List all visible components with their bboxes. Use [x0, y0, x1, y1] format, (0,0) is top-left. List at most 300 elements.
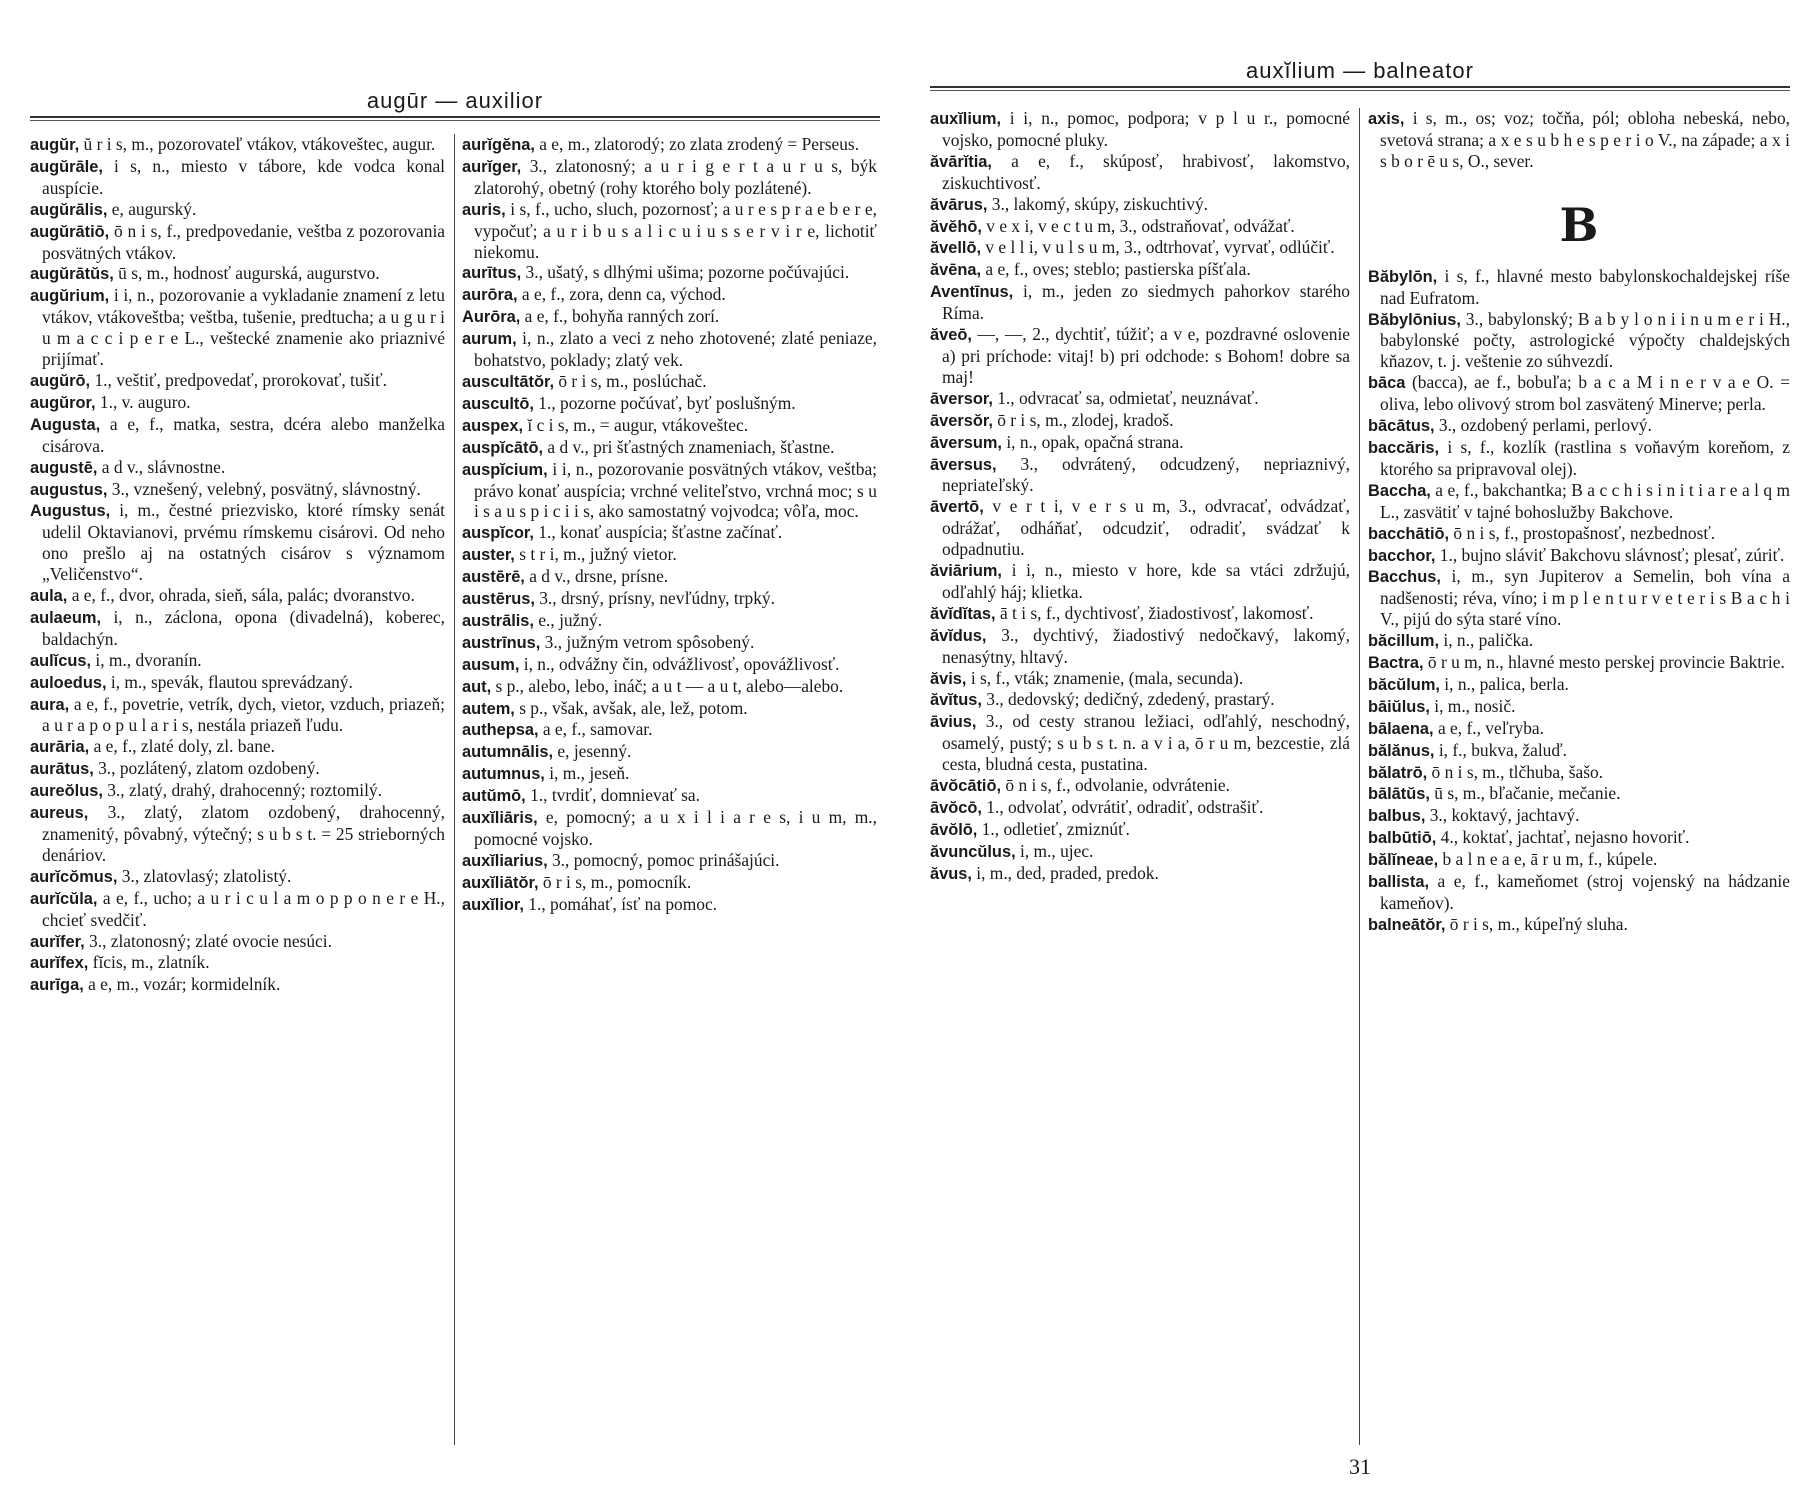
entry-definition: ō n i s, f., prostopašnosť, nezbednosť.: [1449, 522, 1716, 543]
dictionary-entry: [930, 797, 1350, 819]
entry-headword: aula,: [30, 587, 68, 606]
entry-definition: e, augurský.: [107, 198, 197, 219]
dictionary-entry: [30, 392, 445, 414]
entry-headword: āversor,: [930, 389, 993, 408]
dictionary-entry: [1368, 108, 1790, 172]
entry-definition: a e, f., veľryba.: [1433, 717, 1544, 738]
entry-headword: āversŏr,: [930, 411, 993, 430]
entry-definition: 3., zlatonosný; zlaté ovocie nesúci.: [84, 930, 332, 951]
dictionary-entry: [462, 741, 877, 763]
entry-headword: aurōra,: [462, 286, 518, 305]
dictionary-entry: [930, 668, 1350, 690]
dictionary-entry: [30, 479, 445, 501]
entry-headword: aurīga,: [30, 976, 84, 995]
entry-headword: aurĭfer,: [30, 932, 85, 951]
entry-definition: ū s, m., hodnosť augurská, augurstvo.: [113, 263, 380, 284]
entry-definition: s t r i, m., južný vietor.: [514, 544, 677, 565]
entry-headword: ăvus,: [930, 864, 972, 883]
entry-definition: 3., od cesty stranou ležiaci, odľahlý, neschodný, osamelý, pustý; s u b s t. n. a v i a, ō r u m, bezcestie, zlá cesta, bludná cesta, pustatina.: [942, 711, 1350, 775]
entry-definition: v e r t i, v e r s u m, 3., odvracať, odvádzať, odrážať, odháňať, odcudziť, odradiť, svádzať k odpadnutiu.: [942, 496, 1350, 560]
dictionary-entry: [30, 952, 445, 974]
entry-definition: a e, f., kameňomet (stroj vojenský na hádzanie kameňov).: [1380, 871, 1790, 913]
entry-definition: 1., bujno sláviť Bakchovu slávnosť; plesať, zúriť.: [1435, 544, 1785, 565]
entry-headword: Aurōra,: [462, 308, 521, 327]
dictionary-entry: [1368, 437, 1790, 480]
dictionary-entry: [30, 931, 445, 953]
entry-definition: 3., babylonský; B a b y l o n i i n u m e r i H., babylonské počty, astrologické výpočty chaldejských kňazov, t. j. veštenie zo súhvezdí.: [1380, 308, 1790, 372]
column-divider: [1359, 108, 1360, 1445]
dictionary-entry: [30, 199, 445, 221]
entry-headword: augustē,: [30, 458, 98, 477]
header-rule-thin: [930, 90, 1790, 91]
dictionary-entry: [930, 689, 1350, 711]
entry-headword: augŭrāle,: [30, 157, 103, 176]
entry-headword: augŭrium,: [30, 287, 110, 306]
dictionary-entry: [930, 194, 1350, 216]
entry-headword: auspĭcor,: [462, 524, 534, 543]
entry-definition: a e, m., zlatorodý; zo zlata zrodený = Perseus.: [534, 134, 860, 154]
dictionary-entry: [930, 603, 1350, 625]
entry-headword: auxĭlior,: [462, 895, 524, 914]
entry-headword: ăveō,: [930, 326, 972, 345]
entry-definition: 4., koktať, jachtať, nejasno hovoriť.: [1436, 827, 1690, 848]
entry-headword: aut,: [462, 677, 492, 696]
dictionary-entry: [930, 281, 1350, 324]
dictionary-entry: [462, 522, 877, 544]
dictionary-entry: [462, 437, 877, 459]
dictionary-entry: [1368, 545, 1790, 567]
entry-definition: 3., zlatý, zlatom ozdobený, drahocenný, znamenitý, pôvabný, výtečný; s u b s t. = 25 strieborných denáriov.: [42, 802, 445, 865]
entry-definition: a e, f., zlaté doly, zl. bane.: [89, 736, 275, 757]
entry-headword: ăvārus,: [930, 195, 988, 214]
entry-definition: (bacca), ae f., bobuľa; b a c a M i n e r v a e O. = oliva, lebo olivový strom bol zasvätený Minerve; perla.: [1380, 372, 1790, 415]
entry-headword: axis,: [1368, 110, 1405, 128]
entry-headword: aurātus,: [30, 760, 94, 779]
dictionary-entry: [930, 625, 1350, 668]
entry-headword: Aventīnus,: [930, 283, 1014, 302]
entry-definition: i i, n., pomoc, podpora; v p l u r., pomocné vojsko, pomocné pluky.: [942, 108, 1350, 150]
dictionary-entry: [30, 285, 445, 370]
dictionary-entry: [462, 371, 877, 393]
entry-definition: ŭ r i s, m., pozorovateľ vtákov, vtákoveštec, augur.: [79, 134, 436, 154]
entry-definition: i, n., palička.: [1439, 630, 1534, 651]
entry-definition: ō n i s, m., tlčhuba, šašo.: [1427, 761, 1604, 782]
entry-headword: aurum,: [462, 330, 517, 349]
dictionary-entry: [1368, 309, 1790, 373]
entry-headword: ăvis,: [930, 669, 967, 688]
entry-headword: auster,: [462, 546, 515, 565]
dictionary-entry: [30, 370, 445, 392]
entry-headword: auspĭcātō,: [462, 438, 544, 457]
dictionary-entry: [930, 819, 1350, 841]
dictionary-entry: [462, 544, 877, 566]
entry-headword: augustus,: [30, 480, 108, 499]
entry-definition: ō n i s, f., predpovedanie, veštba z pozorovania posvätných vtákov.: [42, 220, 445, 263]
entry-headword: ăvĕhō,: [930, 217, 982, 236]
dictionary-entry: [462, 676, 877, 698]
entry-headword: ăvuncŭlus,: [930, 842, 1016, 861]
entry-headword: āvŏcō,: [930, 799, 982, 817]
entry-headword: bāiŭlus,: [1368, 697, 1430, 716]
entry-headword: austrīnus,: [462, 633, 541, 652]
entry-headword: aurĭcŏmus,: [30, 867, 118, 886]
entry-headword: ausum,: [462, 655, 520, 674]
entry-definition: ō r i s, m., kúpeľný sluha.: [1445, 913, 1628, 934]
entry-headword: bācātus,: [1368, 417, 1435, 436]
dictionary-entry: [1368, 871, 1790, 914]
entry-definition: a e, m., vozár; kormidelník.: [83, 974, 281, 995]
entry-headword: autumnus,: [462, 765, 545, 784]
dictionary-entry: [462, 654, 877, 676]
dictionary-entry: [1368, 783, 1790, 805]
entry-headword: ăvĭtus,: [930, 691, 982, 710]
left-column-1: [30, 134, 445, 1460]
entry-definition: 3., dedovský; dedičný, zdedený, prastarý.: [981, 689, 1275, 710]
entry-definition: 3., dychtivý, žiadostivý nedočkavý, lakomý, nenasýtny, hltavý.: [942, 624, 1350, 667]
dictionary-entry: [1368, 652, 1790, 674]
entry-definition: a e, f., ucho; a u r i c u l a m o p p o n e r e H., chcieť svedčiť.: [42, 887, 445, 930]
entry-definition: 1., v. auguro.: [95, 391, 191, 412]
entry-headword: auspex,: [462, 416, 524, 435]
entry-definition: i, m., ded, praded, predok.: [971, 862, 1159, 883]
entry-definition: a d v., slávnostne.: [97, 456, 226, 477]
entry-headword: bacchor,: [1368, 546, 1436, 565]
entry-definition: ō r i s, m., pomocník.: [538, 871, 692, 892]
entry-headword: Bacchus,: [1368, 568, 1441, 587]
dictionary-entry: [1368, 372, 1790, 415]
entry-definition: i, m., dvoranín.: [91, 649, 202, 670]
entry-headword: Baccha,: [1368, 481, 1431, 500]
entry-headword: aurāria,: [30, 738, 90, 757]
entry-headword: augŭrātŭs,: [30, 265, 114, 284]
entry-definition: i, m., spevák, flautou sprevádzaný.: [106, 671, 353, 692]
entry-headword: bacchātiō,: [1368, 524, 1450, 543]
dictionary-entry: [930, 151, 1350, 194]
entry-definition: i, n., zlato a veci z neho zhotovené; zlaté peniaze, bohatstvo, poklady; zlatý vek.: [474, 328, 877, 371]
entry-definition: 3., odvrátený, odcudzený, nepriaznivý, nepriateľský.: [942, 453, 1350, 496]
entry-definition: 3., ozdobený perlami, perlový.: [1434, 415, 1652, 436]
dictionary-entry: [30, 802, 445, 866]
dictionary-entry: [30, 414, 445, 457]
dictionary-entry: [1368, 630, 1790, 652]
entry-headword: autem,: [462, 699, 515, 718]
entry-headword: āvŏlō,: [930, 820, 978, 839]
header-rule-thin: [30, 120, 880, 121]
entry-definition: i i, n., pozorovanie a vykladanie znamení z letu vtákov, vtákoveštba; veštba, tušenie, predtucha; a u g u r i u m a c c i p e r e L., veštecké znamenie ako priaznivé prijímať.: [42, 285, 445, 370]
entry-definition: i, f., bukva, žaluď.: [1434, 739, 1567, 760]
entry-headword: ăvĭdĭtas,: [930, 604, 996, 623]
entry-definition: i, m., nosič.: [1429, 695, 1516, 716]
entry-definition: i, n., odvážny čin, odvážlivosť, opovážlivosť.: [519, 653, 840, 674]
dictionary-entry: [1368, 415, 1790, 437]
entry-headword: ballista,: [1368, 873, 1430, 892]
entry-headword: Băbylōnius,: [1368, 310, 1461, 329]
entry-definition: 1., veštiť, predpovedať, prorokovať, tušiť.: [90, 369, 387, 390]
dictionary-entry: [30, 263, 445, 285]
dictionary-entry: [462, 872, 877, 894]
dictionary-entry: [462, 610, 877, 632]
entry-definition: a e, f., matka, sestra, dcéra alebo manželka cisárova.: [42, 413, 445, 456]
entry-headword: bălĭneae,: [1368, 851, 1439, 870]
entry-headword: bălănus,: [1368, 741, 1435, 760]
entry-headword: balbūtiō,: [1368, 829, 1437, 848]
entry-headword: āvŏcātiō,: [930, 777, 1002, 796]
entry-headword: āversus,: [930, 455, 997, 474]
entry-headword: aurĭcŭla,: [30, 889, 98, 908]
entry-headword: aurĭgĕna,: [462, 136, 535, 154]
entry-definition: i i, n., pozorovanie posvätných vtákov, veštba; právo konať auspícia; vrchné veliteľstvo, vrchná moc; s u i s a u s p i c i i s, ako samostatný vojvodca; vôľa, moc.: [474, 458, 877, 522]
entry-definition: i, m., čestné priezvisko, ktoré rímsky senát udelil Oktavianovi, prvému rímskemu cisárovi. Od neho ono prešlo aj na ostatných cisárov s významom „Veličenstvo“.: [42, 500, 445, 585]
dictionary-entry: [1368, 914, 1790, 936]
dictionary-entry: [462, 262, 877, 284]
entry-headword: aurītus,: [462, 264, 522, 283]
entry-definition: ō r u m, n., hlavné mesto perskej provincie Baktrie.: [1423, 652, 1785, 673]
entry-headword: āvius,: [930, 713, 977, 732]
dictionary-entry: [930, 775, 1350, 797]
entry-definition: 3., drsný, prísny, nevľúdny, trpký.: [534, 588, 775, 609]
left-page: [30, 0, 880, 1500]
dictionary-entry: [1368, 566, 1790, 630]
entry-definition: a e, f., bohyňa ranných zorí.: [520, 306, 720, 327]
entry-definition: 3., zlatý, drahý, drahocenný; roztomilý.: [102, 780, 383, 801]
dictionary-entry: [930, 259, 1350, 281]
dictionary-entry: [462, 459, 877, 523]
dictionary-entry: [462, 763, 877, 785]
right-page: [930, 0, 1790, 1500]
entry-definition: a d v., pri šťastných znameniach, šťastne.: [543, 436, 835, 457]
entry-headword: augŭr,: [30, 136, 80, 154]
entry-definition: 3., vznešený, velebný, posvätný, slávnostný.: [107, 478, 421, 499]
entry-definition: 3., zlatovlasý; zlatolistý.: [117, 865, 292, 886]
entry-definition: 3., pozlátený, zlatom ozdobený.: [93, 758, 320, 779]
dictionary-entry: [30, 866, 445, 888]
entry-definition: i, m., syn Jupiterov a Semelin, boh vína a nadšenosti; réva, víno; i m p l e n t u r v e t e r i s B a c h i V., pijú do sýta staré víno.: [1380, 566, 1790, 630]
entry-definition: ō r i s, m., poslúchač.: [554, 370, 707, 391]
entry-definition: ō n i s, f., odvolanie, odvrátenie.: [1001, 775, 1230, 796]
dictionary-entry: [30, 500, 445, 585]
entry-definition: s p., alebo, lebo, ináč; a u t — a u t, alebo—alebo.: [491, 675, 844, 696]
entry-headword: aurĭger,: [462, 157, 522, 176]
dictionary-entry: [30, 694, 445, 737]
entry-headword: āvertō,: [930, 498, 984, 517]
entry-headword: auxĭliāris,: [462, 809, 538, 828]
dictionary-entry: [1368, 805, 1790, 827]
dictionary-entry: [930, 711, 1350, 775]
entry-definition: a d v., drsne, prísne.: [524, 566, 669, 587]
entry-headword: ăvārĭtia,: [930, 152, 992, 171]
entry-definition: i s, f., kozlík (rastlina s voňavým koreňom, z ktorého sa pripravoval olej).: [1380, 436, 1790, 479]
entry-definition: v e x i, v e c t u m, 3., odstraňovať, odvážať.: [981, 215, 1295, 236]
header-rule: [30, 116, 880, 118]
entry-headword: āversum,: [930, 433, 1002, 452]
dictionary-entry: [462, 306, 877, 328]
running-head-right: auxĭlium — balneator: [1246, 58, 1474, 83]
entry-definition: i s, f., vták; znamenie, (mala, secunda).: [966, 667, 1244, 688]
entry-definition: a e, f., zora, denn ca, východ.: [517, 284, 726, 305]
entry-definition: i s, f., ucho, sluch, pozornosť; a u r e s p r a e b e r e, vypočuť; a u r i b u s a l i c u i u s s e r v i r e, lichotiť niekomu.: [474, 198, 877, 262]
running-head-left: augūr — auxilior: [366, 88, 544, 113]
entry-definition: 1., tvrdiť, domnievať sa.: [525, 785, 700, 806]
dictionary-entry: [1368, 740, 1790, 762]
entry-headword: băcillum,: [1368, 632, 1440, 651]
entry-definition: i i, n., miesto v hore, kde sa vtáci zdržujú, odľahlý háj; klietka.: [942, 560, 1350, 602]
entry-definition: i s, m., os; voz; točňa, pól; obloha nebeská, nebo, svetová strana; a x e s u b h e s p e r i o V., na západe; a x i s b o r ē u s, O., sever.: [1380, 108, 1790, 171]
entry-headword: auxĭliarius,: [462, 851, 548, 870]
dictionary-entry: [462, 698, 877, 720]
dictionary-entry: [1368, 827, 1790, 849]
dictionary-entry: [930, 108, 1350, 151]
entry-headword: bāca: [1368, 374, 1406, 393]
entry-headword: băcŭlum,: [1368, 675, 1440, 694]
entry-definition: i, m., jeseň.: [544, 763, 630, 784]
dictionary-entry: [30, 134, 445, 156]
section-letter: B: [1559, 197, 1599, 252]
dictionary-entry: [462, 393, 877, 415]
entry-definition: 3., južným vetrom spôsobený.: [540, 631, 755, 652]
dictionary-entry: [930, 496, 1350, 560]
entry-headword: bālātŭs,: [1368, 785, 1430, 804]
entry-definition: b a l n e a e, ā r u m, f., kúpele.: [1438, 849, 1658, 870]
entry-headword: Augusta,: [30, 415, 101, 434]
entry-definition: ō r i s, m., zlodej, kradoš.: [992, 409, 1174, 430]
dictionary-entry: [462, 894, 877, 916]
dictionary-entry: [930, 841, 1350, 863]
dictionary-entry: [1368, 523, 1790, 545]
dictionary-entry: [462, 850, 877, 872]
entry-headword: aulaeum,: [30, 608, 102, 627]
entry-headword: auxĭlium,: [930, 110, 1002, 128]
entry-headword: auloedus,: [30, 673, 107, 692]
dictionary-entry: [1368, 266, 1790, 309]
dictionary-entry: [462, 284, 877, 306]
dictionary-entry: [1368, 762, 1790, 784]
entry-headword: augŭrālis,: [30, 200, 108, 219]
entry-definition: a e, f., bakchantka; B a c c h i s i n i t i a r e a l q m L., zasvätiť v tajné bohoslužby Bakchove.: [1380, 479, 1790, 522]
entry-definition: 3., koktavý, jachtavý.: [1425, 805, 1580, 826]
entry-headword: aurĭfex,: [30, 954, 89, 973]
header-rule: [930, 86, 1790, 88]
entry-definition: i s, n., miesto v tábore, kde vodca konal auspície.: [42, 155, 445, 198]
entry-headword: ăvēna,: [930, 261, 982, 280]
entry-definition: 1., konať auspícia; šťastne začínať.: [533, 522, 783, 543]
entry-headword: balneātŏr,: [1368, 915, 1446, 934]
dictionary-entry: [930, 216, 1350, 238]
dictionary-entry: [30, 650, 445, 672]
dictionary-entry: [1368, 480, 1790, 523]
entry-headword: ăvellō,: [930, 239, 982, 258]
dictionary-entry: [1368, 674, 1790, 696]
dictionary-entry: [930, 410, 1350, 432]
left-column-2: [462, 134, 877, 1460]
entry-headword: authepsa,: [462, 721, 539, 740]
dictionary-entry: [462, 134, 877, 156]
entry-definition: 3., lakomý, skúpy, ziskuchtivý.: [987, 193, 1209, 214]
dictionary-entry: [30, 758, 445, 780]
entry-headword: auscultō,: [462, 394, 534, 413]
entry-definition: a e, f., skúposť, hrabivosť, lakomstvo, ziskuchtivosť.: [942, 150, 1350, 193]
entry-headword: augŭrātiō,: [30, 222, 110, 241]
dictionary-entry: [462, 328, 877, 371]
dictionary-entry: [30, 974, 445, 996]
entry-definition: e, jesenný.: [553, 741, 632, 762]
entry-definition: i, n., záclona, opona (divadelná), koberec, baldachýn.: [42, 606, 445, 649]
entry-headword: balbus,: [1368, 807, 1426, 826]
entry-definition: ā t i s, f., dychtivosť, žiadostivosť, lakomosť.: [995, 602, 1314, 623]
dictionary-entry: [462, 199, 877, 263]
entry-definition: i, m., jeden zo siedmych pahorkov starého Ríma.: [942, 281, 1350, 324]
entry-headword: aura,: [30, 695, 70, 714]
dictionary-entry: [30, 585, 445, 607]
dictionary-entry: [930, 560, 1350, 603]
entry-headword: austrālis,: [462, 611, 534, 630]
entry-headword: augŭrō,: [30, 371, 91, 390]
entry-headword: Bactra,: [1368, 654, 1424, 673]
entry-definition: 3., pomocný, pomoc prinášajúci.: [547, 849, 780, 870]
entry-definition: 1., odletieť, zmiznúť.: [977, 818, 1130, 839]
entry-headword: Băbylōn,: [1368, 267, 1438, 286]
dictionary-entry: [30, 736, 445, 758]
entry-definition: i, m., ujec.: [1015, 840, 1094, 861]
dictionary-entry: [30, 607, 445, 650]
entry-definition: 1., pozorne počúvať, byť poslušným.: [533, 392, 796, 413]
dictionary-entry: [30, 780, 445, 802]
dictionary-entry: [930, 432, 1350, 454]
entry-definition: e., južný.: [533, 609, 603, 630]
page-number: 31: [1349, 1454, 1371, 1479]
dictionary-entry: [30, 888, 445, 931]
dictionary-entry: [462, 719, 877, 741]
entry-definition: fĭcis, m., zlatník.: [88, 952, 210, 973]
entry-definition: 3., zlatonosný; a u r i g e r t a u r u s, býk zlatorohý, obetný (rohy ktorého boly pozlátené).: [474, 155, 877, 198]
dictionary-entry: [930, 454, 1350, 497]
dictionary-entry: [462, 785, 877, 807]
entry-definition: v e l l i, v u l s u m, 3., odtrhovať, vyrvať, odlúčiť.: [981, 237, 1335, 258]
dictionary-entry: [930, 324, 1350, 388]
entry-headword: augŭror,: [30, 393, 96, 412]
dictionary-entry: [30, 221, 445, 264]
dictionary-entry: [462, 156, 877, 199]
entry-definition: i, n., opak, opačná strana.: [1001, 431, 1184, 452]
entry-headword: auxĭliātŏr,: [462, 873, 539, 892]
entry-headword: bălatrō,: [1368, 763, 1428, 782]
entry-headword: autumnālis,: [462, 743, 554, 762]
dictionary-entry: [930, 863, 1350, 885]
column-divider: [454, 134, 455, 1445]
dictionary-entry: [30, 672, 445, 694]
entry-headword: auris,: [462, 200, 506, 219]
entry-definition: 3., ušatý, s dlhými ušima; pozorne počúvajúci.: [521, 262, 850, 283]
dictionary-entry: [462, 415, 877, 437]
dictionary-entry: [1368, 696, 1790, 718]
dictionary-entry: [30, 156, 445, 199]
entry-definition: ĭ c i s, m., = augur, vtákoveštec.: [523, 414, 749, 435]
entry-headword: ăviārium,: [930, 562, 1002, 581]
entry-headword: austērē,: [462, 568, 525, 587]
entry-definition: ū s, m., bľačanie, mečanie.: [1429, 783, 1621, 804]
entry-definition: —, —, 2., dychtiť, túžiť; a v e, pozdravné oslovenie a) pri príchode: vitaj! b) pri odchode: s Bohom! dobre sa maj!: [942, 324, 1350, 387]
entry-headword: auscultātŏr,: [462, 372, 554, 391]
entry-definition: e, pomocný; a u x i l i a r e s, i u m, m., pomocné vojsko.: [474, 807, 877, 849]
entry-definition: i s, f., hlavné mesto babylonskochaldejskej ríše nad Eufratom.: [1380, 265, 1790, 308]
entry-definition: a e, f., povetrie, vetrík, dych, vietor, vzduch, priazeň; a u r a p o p u l a r i s, nestála priazeň ľudu.: [42, 693, 445, 736]
entry-headword: auspĭcium,: [462, 460, 548, 479]
right-column-2: [1368, 108, 1790, 1460]
right-column-1: [930, 108, 1350, 1460]
entry-headword: aureŏlus,: [30, 782, 103, 801]
entry-definition: s p., však, avšak, ale, lež, potom.: [514, 697, 748, 718]
entry-definition: 1., pomáhať, ísť na pomoc.: [523, 893, 718, 914]
entry-definition: a e, f., dvor, ohrada, sieň, sála, palác; dvoranstvo.: [67, 585, 415, 606]
